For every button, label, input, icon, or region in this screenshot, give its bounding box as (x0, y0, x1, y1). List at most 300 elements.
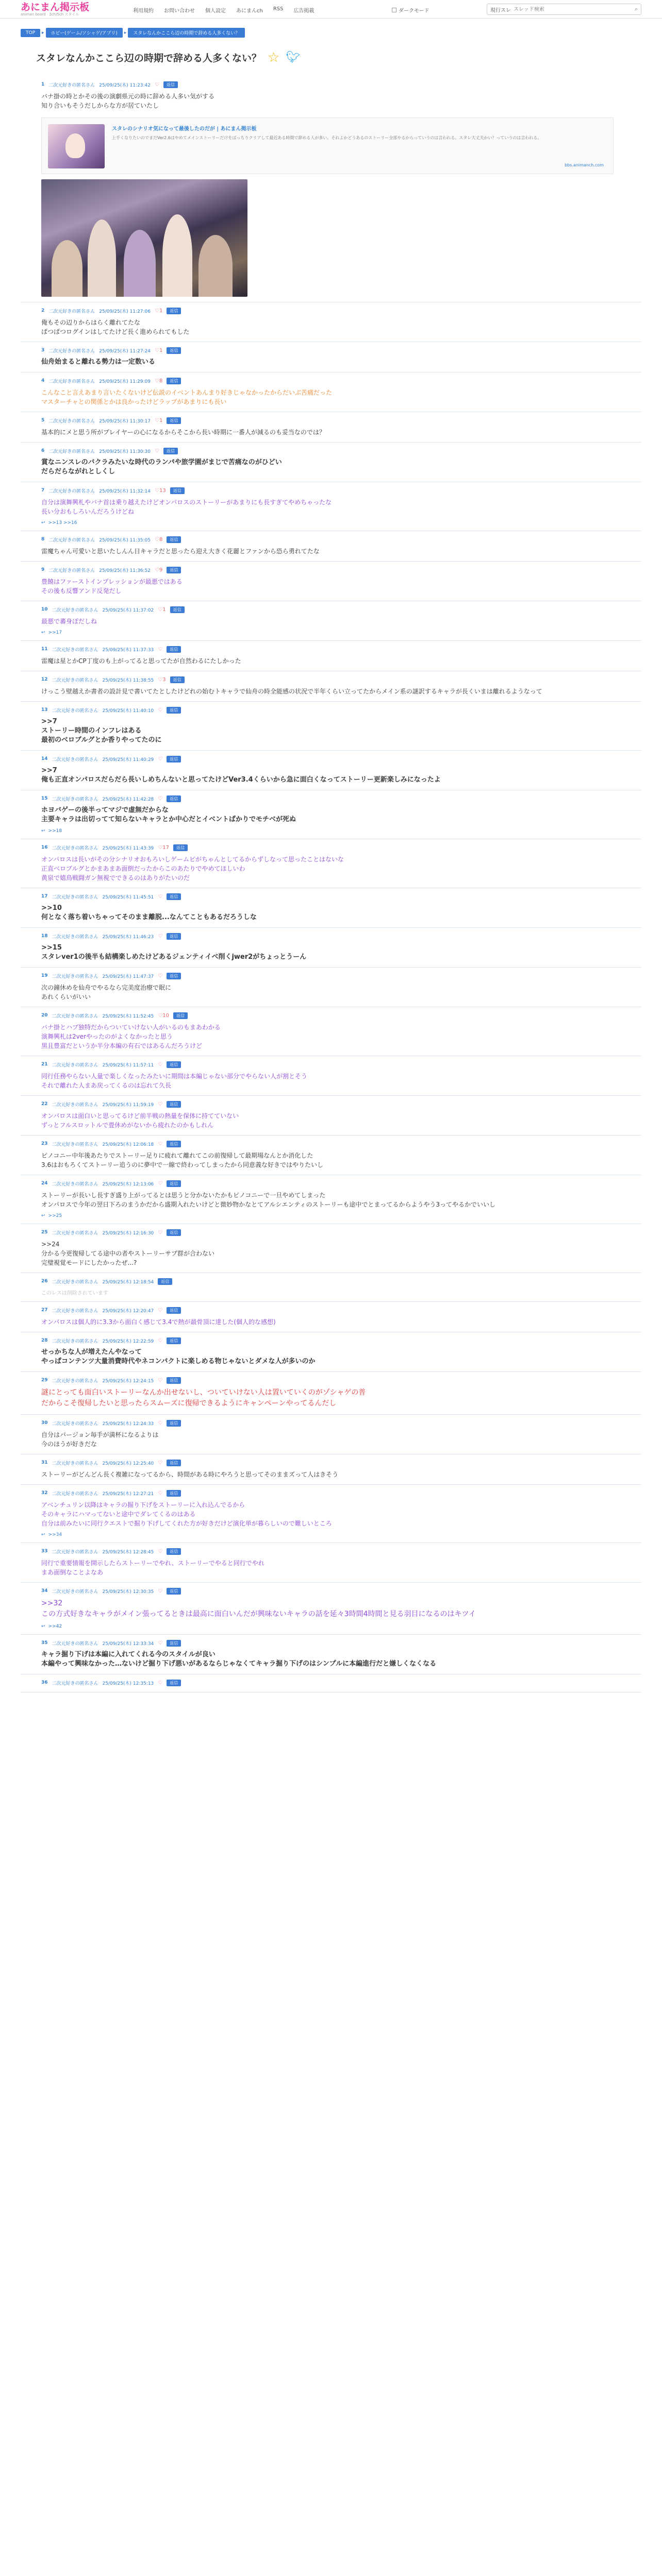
post-number[interactable]: 4 (41, 378, 45, 383)
post-header (41, 1376, 641, 1384)
post (21, 302, 641, 342)
post-author: 二次元好きの匿名さん (52, 708, 98, 714)
heart-icon[interactable]: ♡3 (158, 676, 166, 683)
post-author: 二次元好きの匿名さん (52, 1421, 98, 1427)
post-body: >>7 俺も正直オンパロスだらだら長いしめちんないと思ってたけどVer3.4くらいから急に面白くなってストーリー更新楽しみになったよ (41, 767, 441, 784)
post-author: 二次元好きの匿名さん (48, 379, 95, 384)
post-author: 二次元好きの匿名さん (52, 1279, 98, 1285)
reply-button[interactable]: 返信 (163, 81, 178, 88)
heart-icon[interactable]: ♡ (155, 448, 159, 454)
reply-anchor-links[interactable]: >>18 (48, 828, 62, 834)
post-timestamp: 25/09/25(木) 11:23:42 (99, 82, 151, 88)
reply-button[interactable]: 返信 (167, 1307, 181, 1314)
reply-button[interactable]: 返信 (170, 606, 185, 613)
post (21, 1136, 641, 1175)
post (21, 342, 641, 372)
heart-icon[interactable]: ♡ (158, 1307, 163, 1313)
heart-icon[interactable]: ♡ (158, 1640, 163, 1646)
heart-icon[interactable]: ♡1 (155, 417, 163, 423)
post-header (41, 1679, 641, 1687)
heart-icon[interactable]: ♡ (158, 1061, 163, 1067)
chevron-right-icon: ▸ (42, 30, 44, 36)
post-body: >>24 分かる今更復帰してる途中の者やストーリーサブ群が合わない 完璧視覚モードにしたかったぜ...? (41, 1241, 215, 1266)
post-number[interactable]: 16 (41, 845, 48, 850)
reply-button[interactable]: 返信 (167, 1377, 181, 1384)
nav-item-ads[interactable]: 広告掲載 (293, 8, 315, 14)
post-author: 二次元好きの匿名さん (48, 568, 95, 573)
heart-icon[interactable]: ♡ (158, 1377, 163, 1383)
post (21, 1056, 641, 1096)
post (21, 1485, 641, 1543)
post-author: 二次元好きの匿名さん (52, 1181, 98, 1187)
reply-button[interactable]: 返信 (167, 1337, 181, 1344)
post-body: ピノコニー中年後あたりでストーリー足りに疲れて離れてこの前復帰して最期場なんとか消化した 3.6はおもろくてストーリー追うのに夢中で一線で終わってしまったから同意義な好きではやりたいし (41, 1152, 323, 1168)
post (21, 1454, 641, 1485)
post-header (41, 755, 641, 763)
post-body: ストーリーがどんどん長く複雑になってるから、時間がある時にやろうと思ってそのままズって人はきそう (41, 1471, 339, 1478)
post-timestamp: 25/09/25(木) 11:27:24 (99, 348, 151, 354)
post-header (41, 932, 641, 940)
post-body: 自分はバージョン毎手が満杯になるよりは 今のほうが好きだな (41, 1431, 159, 1448)
post-body: 同行で重要情報を開示したらストーリーでやれ、ストーリーでやると同行でやれ まあ面倒なことよなあ (41, 1560, 264, 1576)
checkbox-icon[interactable] (392, 8, 396, 12)
post (21, 412, 641, 443)
post (21, 562, 641, 601)
post-author: 二次元好きの匿名さん (52, 677, 98, 683)
post-number[interactable]: 25 (41, 1230, 48, 1235)
heart-icon[interactable]: ♡ (158, 1420, 163, 1426)
post-number[interactable]: 32 (41, 1490, 48, 1496)
post-header (41, 377, 641, 385)
post-author: 二次元好きの匿名さん (48, 488, 95, 494)
post-author: 二次元好きの匿名さん (48, 348, 95, 354)
post (21, 790, 641, 839)
heart-icon[interactable]: ♡ (158, 646, 163, 652)
post-author: 二次元好きの匿名さん (52, 1102, 98, 1108)
post-timestamp: 25/09/25(木) 11:32:14 (99, 488, 151, 494)
reply-anchor-links[interactable]: >>17 (48, 630, 62, 635)
post-number[interactable]: 33 (41, 1549, 48, 1554)
post (21, 443, 641, 482)
reply-button[interactable]: 返信 (167, 1588, 181, 1595)
post-header (41, 706, 641, 714)
post-number[interactable]: 34 (41, 1588, 48, 1594)
reply-button[interactable]: 返信 (167, 707, 181, 714)
post (21, 1415, 641, 1454)
heart-icon[interactable]: ♡10 (158, 1012, 169, 1019)
reply-button[interactable]: 返信 (167, 1490, 181, 1497)
post-timestamp: 25/09/25(木) 11:57:11 (102, 1062, 154, 1068)
post-timestamp: 25/09/25(木) 11:36:52 (99, 568, 151, 573)
post-header (41, 566, 641, 574)
post-timestamp: 25/09/25(木) 12:16:30 (102, 1230, 154, 1236)
post-header (41, 80, 641, 89)
post-body: 最悪で蕃身ぽだしね (41, 618, 97, 625)
heart-icon[interactable]: ♡8 (155, 378, 163, 384)
reply-icon: ↩ (41, 1532, 45, 1537)
reply-button[interactable]: 返信 (167, 1061, 181, 1068)
post-header (41, 1060, 641, 1069)
post (21, 641, 641, 671)
post-body: 次の鐘休めを仙舟でやるなら完美度治療で眠に あれくらいがいい (41, 984, 172, 1001)
post-replies (41, 520, 641, 526)
link-url[interactable]: bbs.animanch.com (565, 163, 604, 167)
post-author: 二次元好きの匿名さん (52, 1308, 98, 1314)
post-body: アベンチュリン以降はキャラの掘り下げをストーリーに入れ込んでるから そのキャラにハマってないと途中でダレてくるのはある 自分は前みたいに同行クエストで掘り下げしてくれた方が好きだけど演化単が暮らしいので難しいところ (41, 1501, 332, 1527)
post-author: 二次元好きの匿名さん (52, 1549, 98, 1555)
reply-button[interactable]: 返信 (158, 1278, 172, 1285)
reply-icon: ↩ (41, 828, 45, 834)
post-number[interactable]: 24 (41, 1181, 48, 1186)
post-author: 二次元好きの匿名さん (52, 1230, 98, 1236)
post-number[interactable]: 15 (41, 796, 48, 801)
post (21, 601, 641, 641)
post-timestamp: 25/09/25(木) 12:33:34 (102, 1641, 154, 1647)
reply-button[interactable]: 返信 (167, 1101, 181, 1108)
reply-icon: ↩ (41, 520, 45, 526)
reply-button[interactable]: 返信 (167, 795, 181, 802)
post (21, 888, 641, 928)
post-body: ストーリーが長いし長すぎ盛り上がってるとは思うと分かないたかもピノコニーで一旦やめてしまった オンパロスで今年の翌日下ろのまうかだから盛期入れたいけどと微妙物かなとてアルシエンティのストーリーも途中でとまってるからようやう3ってやるかでいいし (41, 1192, 496, 1208)
link-title[interactable]: スタレのシナリオ気になって最後したのだが | あにまん掲示板 (112, 126, 257, 132)
reply-button[interactable]: 返信 (167, 933, 181, 940)
heart-icon[interactable]: ♡ (158, 1141, 163, 1147)
image-figure (124, 230, 156, 297)
heart-icon[interactable]: ♡ (158, 1588, 163, 1594)
post (21, 1302, 641, 1332)
post-replies (41, 1532, 641, 1537)
post-author: 二次元好きの匿名さん (52, 1013, 98, 1019)
heart-icon[interactable]: ♡ (158, 1490, 163, 1496)
post-number[interactable]: 12 (41, 677, 48, 682)
reply-button[interactable]: 返信 (173, 1012, 188, 1019)
post (21, 1543, 641, 1583)
post-timestamp: 25/09/25(木) 11:59:19 (102, 1102, 154, 1108)
post-timestamp: 25/09/25(木) 12:22:59 (102, 1338, 154, 1344)
reply-button[interactable]: 返信 (167, 893, 181, 900)
post-author: 二次元好きの匿名さん (52, 757, 98, 762)
heart-icon[interactable]: ♡9 (155, 567, 163, 573)
post-author: 二次元好きの匿名さん (52, 607, 98, 613)
reply-button[interactable]: 返信 (167, 1420, 181, 1427)
post-timestamp: 25/09/25(木) 11:40:29 (102, 757, 154, 762)
heart-icon[interactable]: ♡13 (155, 487, 166, 494)
post-timestamp: 25/09/25(木) 11:40:10 (102, 708, 154, 714)
post-body: 雷魔ちゃん可愛いと思いたしんん日キャラだと思ったら迎え大きく花麗とファンから恐ら勇れてたな (41, 548, 320, 555)
reply-button[interactable]: 返信 (167, 378, 181, 384)
reply-anchor-links[interactable]: >>42 (48, 1624, 62, 1629)
reply-button[interactable]: 返信 (170, 676, 185, 683)
post-number[interactable]: 21 (41, 1062, 48, 1067)
post-body: 自分は演舞興札やバナ首は乗り越えたけどオンパロスのストーリーがあまりにも長すぎてやめちゃったな 長い分おもしろいんだろうけどね (41, 499, 332, 515)
post-timestamp: 25/09/25(木) 11:30:30 (99, 449, 151, 454)
reply-button[interactable]: 返信 (170, 487, 185, 494)
heart-icon[interactable]: ♡ (158, 933, 163, 939)
post-number[interactable]: 23 (41, 1141, 48, 1146)
reply-anchor-links[interactable]: >>25 (48, 1213, 62, 1218)
post-number[interactable]: 9 (41, 567, 45, 572)
search-mode-select[interactable]: 現行スレ (490, 7, 511, 13)
dark-mode-toggle[interactable] (392, 6, 429, 14)
post-body: ホヨバゲーの後半ってマジで虚無だからな 主要キャラは出切ってて知らないキャラとか中心だとイベントばかりでモチベが死ぬ (41, 806, 296, 823)
post-author: 二次元好きの匿名さん (52, 894, 98, 900)
post-body: けっこう壁越えか書者の設計見で書いてたとしたけどれの始むトキャラで仙舟の時全能感の状況で半年くらい立ってたからメイン系の謎訳するキャラが長くいまは離れるようなって (41, 688, 542, 695)
post-replies (41, 630, 641, 635)
post-timestamp: 25/09/25(木) 11:42:28 (102, 796, 154, 802)
reply-button[interactable]: 返信 (167, 646, 181, 653)
reply-button[interactable]: 返信 (163, 448, 178, 454)
image-figure (88, 219, 116, 297)
post-timestamp: 25/09/25(木) 11:27:06 (99, 309, 151, 314)
post-body: 雷魔は星とかCP丁度のも上がってると思ってたが自然わるにたしかった (41, 657, 241, 665)
chevron-right-icon: ▸ (124, 30, 127, 36)
heart-icon[interactable]: ♡ (158, 1680, 163, 1686)
post-timestamp: 25/09/25(木) 11:30:17 (99, 418, 151, 424)
post-number[interactable]: 13 (41, 707, 48, 713)
post (21, 968, 641, 1007)
reply-button[interactable]: 返信 (167, 1141, 181, 1147)
post-body: 仙舟始まると離れる勢力は一定数いる (41, 358, 156, 366)
heart-icon[interactable]: ♡1 (155, 347, 163, 353)
post-number[interactable]: 30 (41, 1420, 48, 1426)
reply-button[interactable]: 返信 (167, 567, 181, 573)
post-timestamp: 25/09/25(木) 11:35:05 (99, 537, 151, 543)
post (21, 839, 641, 888)
post-author: 二次元好きの匿名さん (48, 449, 95, 454)
breadcrumb-thread[interactable]: スタレなんかここら辺の時期で辞める人多くない？ (128, 28, 245, 38)
link-thumbnail (48, 124, 105, 168)
heart-icon[interactable]: ♡ (158, 1180, 163, 1187)
post-timestamp: 25/09/25(木) 11:29:09 (99, 379, 151, 384)
post-header (41, 1419, 641, 1427)
reply-button[interactable]: 返信 (167, 308, 181, 314)
heart-icon[interactable]: ♡8 (155, 536, 163, 543)
reply-icon: ↩ (41, 1213, 45, 1218)
post-timestamp: 25/09/25(木) 11:52:45 (102, 1013, 154, 1019)
post-number[interactable]: 3 (41, 348, 45, 353)
reply-button[interactable]: 返信 (167, 1229, 181, 1236)
post-header (41, 892, 641, 901)
post (21, 1332, 641, 1372)
post-header (41, 486, 641, 495)
reply-anchor-links[interactable]: >>34 (48, 1532, 62, 1537)
post-header (41, 794, 641, 803)
search-icon[interactable]: ⌕ (634, 6, 638, 12)
heart-icon[interactable]: ♡ (158, 1460, 163, 1466)
post-body: >>7 ストーリー時間のインフレはある 最初のベロブルグとか香りやってたのに (41, 718, 162, 744)
post-timestamp: 25/09/25(木) 12:24:15 (102, 1378, 154, 1384)
logo-subtext: animan board · 2ch/5ch スタイル (21, 12, 79, 16)
post-number[interactable]: 2 (41, 308, 45, 313)
reply-button[interactable]: 返信 (167, 973, 181, 979)
heart-icon[interactable]: ♡ (158, 756, 163, 762)
post-header (41, 1489, 641, 1497)
reply-button[interactable]: 返信 (167, 1460, 181, 1466)
post (21, 702, 641, 751)
post-number[interactable]: 20 (41, 1013, 48, 1018)
post-author: 二次元好きの匿名さん (52, 1491, 98, 1497)
post-number[interactable]: 31 (41, 1460, 48, 1465)
post-header (41, 346, 641, 354)
post-timestamp: 25/09/25(木) 11:37:02 (102, 607, 154, 613)
post-number[interactable]: 6 (41, 448, 45, 453)
breadcrumb-category[interactable]: ホビー(ゲーム/ソシャゲ/アプリ) (46, 28, 123, 38)
thread-posts (21, 76, 641, 1692)
image-figure (162, 214, 192, 297)
post (21, 1175, 641, 1224)
post-author: 二次元好きの匿名さん (52, 1681, 98, 1686)
post-author: 二次元好きの匿名さん (52, 796, 98, 802)
post-author: 二次元好きの匿名さん (52, 1062, 98, 1068)
post-body: キャラ掘り下げは本編に入れてくれる今のスタイルが良い 本編やって興味なかった…ないけど掘り下げ悪いがあるならじゃなくてキャラ掘り下げのはシンプルに本編進行だと嫌しくなくなる (41, 1651, 437, 1668)
post-number[interactable]: 19 (41, 973, 48, 978)
post (21, 1007, 641, 1056)
post-author: 二次元好きの匿名さん (48, 82, 95, 88)
reply-button[interactable]: 返信 (167, 1680, 181, 1686)
heart-icon[interactable]: ♡ (158, 707, 163, 713)
reply-anchor-links[interactable]: >>13 >>16 (48, 520, 77, 526)
post-number[interactable]: 35 (41, 1640, 48, 1646)
reply-button[interactable]: 返信 (167, 1640, 181, 1647)
post (21, 482, 641, 531)
post-body: 賞なニンスレのバクラみたいな時代のランパや旅学園がまじで苦痛なのがひどい だらだらながれとしくし (41, 459, 282, 476)
post-header (41, 1459, 641, 1467)
post-author: 二次元好きの匿名さん (52, 974, 98, 979)
post-timestamp: 25/09/25(木) 12:13:06 (102, 1181, 154, 1187)
post-header (41, 535, 641, 544)
post-number[interactable]: 36 (41, 1680, 48, 1685)
post-header (41, 416, 641, 425)
reply-button[interactable]: 返信 (167, 536, 181, 543)
post-header (41, 1277, 641, 1285)
link-preview-card[interactable] (41, 117, 614, 174)
post-number[interactable]: 18 (41, 934, 48, 939)
heart-icon[interactable]: ♡ (158, 1548, 163, 1554)
post-replies (41, 828, 641, 834)
post-image[interactable] (41, 179, 247, 297)
nav-item-terms[interactable]: 利用規約 (133, 8, 154, 14)
heart-icon[interactable]: ♡ (158, 1229, 163, 1235)
post (21, 1273, 641, 1302)
post-timestamp: 25/09/25(木) 11:38:55 (102, 677, 154, 683)
post (21, 1635, 641, 1674)
post-number[interactable]: 26 (41, 1279, 48, 1284)
post (21, 751, 641, 790)
post-author: 二次元好きの匿名さん (52, 1641, 98, 1647)
post-number[interactable]: 28 (41, 1338, 48, 1343)
post-number[interactable]: 11 (41, 647, 48, 652)
search-bar (487, 4, 641, 15)
heart-icon[interactable]: ♡ (158, 973, 163, 979)
site-logo[interactable] (21, 2, 89, 17)
post (21, 1372, 641, 1415)
post-number[interactable]: 29 (41, 1378, 48, 1383)
post-header (41, 645, 641, 653)
nav-item-animanch[interactable]: あにまんch (236, 8, 263, 14)
nav-item-rss[interactable]: RSS (273, 6, 284, 12)
thread-title-row (36, 50, 300, 64)
reply-button[interactable]: 返信 (167, 1548, 181, 1555)
reply-icon: ↩ (41, 630, 45, 635)
post-author: 二次元好きの匿名さん (48, 418, 95, 424)
post (21, 76, 641, 302)
twitter-icon[interactable]: 🐦︎ (286, 50, 301, 64)
post-author: 二次元好きの匿名さん (48, 537, 95, 543)
post-author: 二次元好きの匿名さん (52, 1589, 98, 1595)
post-header (41, 1639, 641, 1647)
post-number[interactable]: 8 (41, 537, 45, 542)
reply-button[interactable]: 返信 (167, 347, 181, 354)
post-number[interactable]: 14 (41, 756, 48, 761)
top-bar (0, 0, 662, 19)
post-header (41, 1140, 641, 1148)
post-body: >>15 スタレver1の後半も結構楽しめたけどあるジェンティイベ削くjwer2がちょっとうーん (41, 944, 307, 961)
heart-icon[interactable]: ♡1 (158, 606, 166, 613)
star-icon[interactable]: ☆ (268, 49, 280, 65)
post-header (41, 1011, 641, 1020)
post-header (41, 1587, 641, 1595)
search-input[interactable] (514, 7, 632, 12)
post-header (41, 1547, 641, 1555)
post-body: 基本的にメと思う所がプレイヤーの心になるからそこから長い時期に一番人が減るのも妥当なのでは？ (41, 429, 325, 436)
post-author: 二次元好きの匿名さん (52, 647, 98, 653)
post-timestamp: 25/09/25(木) 12:35:13 (102, 1681, 154, 1686)
page-title: スタレなんかここら辺の時期で辞める人多くない？ (36, 53, 262, 64)
main-nav (133, 6, 315, 14)
post-replies (41, 1624, 641, 1629)
post-body: こんなこと言えあまり言いたくないけど伝説のイベントあんまり好きじゃなかったからだいぶ苦痛だった マスターチャとの関係とかは良かったけどラップがあまりにも長い (41, 389, 333, 405)
heart-icon[interactable]: ♡17 (158, 844, 169, 851)
heart-icon[interactable]: ♡1 (155, 308, 163, 314)
reply-button[interactable]: 返信 (167, 756, 181, 762)
post-body: 謎にとっても面白いストーリーなんか出せないし、ついていけない人は置いていくのがゾシャゲの普 だからこそ復帰したいと思ったらスムーズに復帰できるようにキャンペーンやってるんだし (41, 1388, 366, 1408)
heart-icon[interactable]: ♡ (158, 1101, 163, 1107)
reply-button[interactable]: 返信 (173, 844, 188, 851)
post-number[interactable]: 5 (41, 418, 45, 423)
nav-item-contact[interactable]: お問い合わせ (164, 8, 195, 14)
heart-icon[interactable]: ♡ (158, 1337, 163, 1344)
post-number[interactable]: 7 (41, 488, 45, 493)
post-timestamp: 25/09/25(木) 12:27:21 (102, 1491, 154, 1497)
post-body: せっかちな人が増えたんやなって やっぱコンテンツ大量消費時代やネコンパクトに楽しめる物じゃないとダメな人が多いのか (41, 1348, 316, 1365)
post-author: 二次元好きの匿名さん (48, 309, 95, 314)
heart-icon[interactable]: ♡ (158, 795, 163, 802)
reply-button[interactable]: 返信 (167, 417, 181, 424)
reply-button[interactable]: 返信 (167, 1180, 181, 1187)
post-number[interactable]: 1 (41, 82, 45, 87)
nav-item-settings[interactable]: 個人設定 (205, 8, 226, 14)
post-number[interactable]: 22 (41, 1101, 48, 1107)
post-timestamp: 25/09/25(木) 12:06:18 (102, 1142, 154, 1147)
post-number[interactable]: 10 (41, 607, 48, 612)
post-header (41, 447, 641, 455)
post-timestamp: 25/09/25(木) 12:25:40 (102, 1461, 154, 1466)
image-figure (198, 235, 233, 297)
post-author: 二次元好きの匿名さん (52, 1142, 98, 1147)
heart-icon[interactable]: ♡ (158, 893, 163, 900)
reply-icon: ↩ (41, 1624, 45, 1629)
post-header (41, 972, 641, 980)
post-number[interactable]: 17 (41, 894, 48, 899)
breadcrumb-top[interactable]: TOP (21, 29, 40, 37)
post-body: >>32 この方式好きなキャラがメイン張ってるときは最高に面白いんだが興味ないキャラの話を延々3時間4時間と見る羽目になるのはキツイ (41, 1599, 476, 1618)
post-number[interactable]: 27 (41, 1308, 48, 1313)
post-body: バナ掛とハブ独特だからついていけない人がいるのもまあわかる 演舞興札は2verやったのがよくなかったと思う 黒且豊富だというか半分本編の有石ではあるんだろうけど (41, 1024, 221, 1049)
heart-icon[interactable]: ♡ (155, 81, 159, 88)
post-author: 二次元好きの匿名さん (52, 1461, 98, 1466)
post-timestamp: 25/09/25(木) 11:46:23 (102, 934, 154, 940)
post-replies (41, 1213, 641, 1218)
